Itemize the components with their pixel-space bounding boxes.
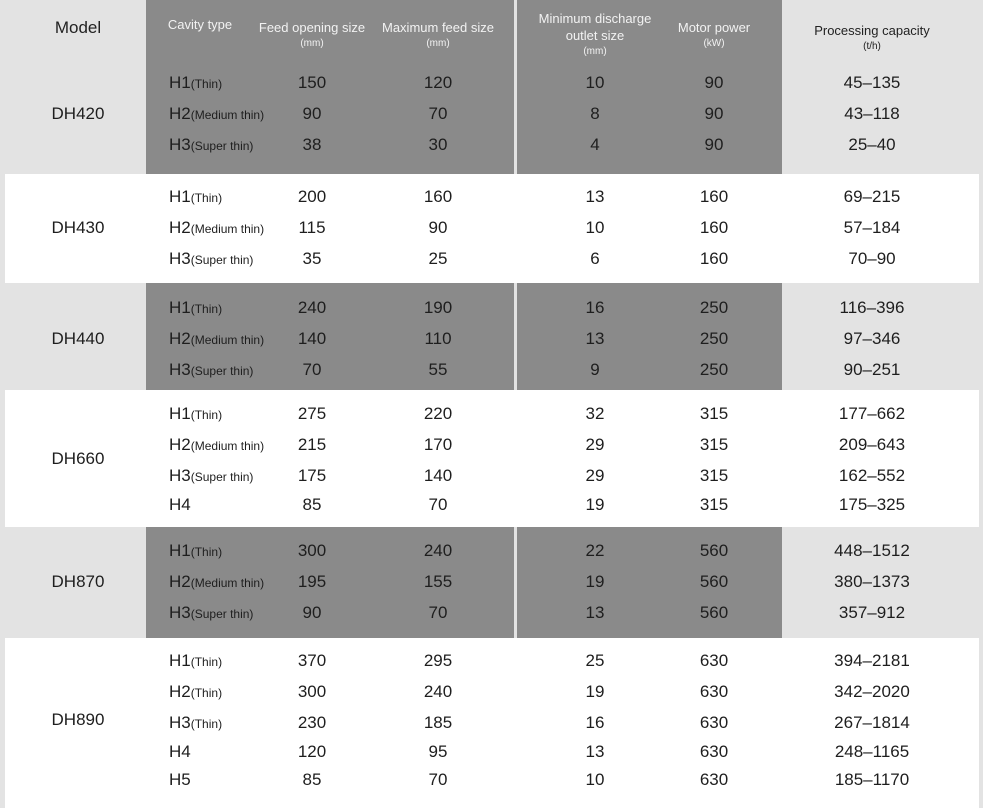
cavity-note: (Thin) [190, 686, 223, 700]
header-capacity-unit: (t/h) [863, 40, 881, 52]
feed-opening-cell: 240 [297, 298, 327, 317]
header-motor-power-label: Motor power [677, 19, 751, 35]
min-discharge-cell: 32 [585, 404, 605, 423]
cavity-type-cell [169, 212, 264, 243]
processing-capacity-cell: 394–2181 [834, 651, 910, 670]
header-min-discharge-line1: Minimum discharge [538, 11, 652, 26]
cavity-type-cell [169, 181, 222, 212]
cavity-code: H3 [169, 249, 191, 268]
header-processing-capacity [792, 0, 952, 76]
processing-capacity-cell: 209–643 [838, 435, 906, 454]
table-row [0, 354, 983, 385]
motor-power-cell: 630 [699, 770, 729, 789]
feed-opening-cell: 35 [302, 249, 322, 268]
cavity-type-cell [169, 129, 253, 160]
feed-opening-cell: 195 [297, 572, 327, 591]
max-feed-cell: 240 [423, 541, 453, 560]
cavity-code: H1 [169, 651, 191, 670]
feed-opening-cell: 275 [297, 404, 327, 423]
header-max-feed-unit: (mm) [426, 37, 450, 49]
header-motor-power-unit: (kW) [703, 37, 725, 49]
feed-opening-cell: 38 [302, 135, 322, 154]
header-motor-power [664, 0, 764, 70]
feed-opening-cell: 150 [297, 73, 327, 92]
cavity-code: H4 [169, 742, 191, 761]
max-feed-cell: 25 [428, 249, 448, 268]
motor-power-cell: 160 [699, 218, 729, 237]
min-discharge-cell: 16 [585, 713, 605, 732]
header-max-feed [378, 0, 498, 70]
feed-opening-cell: 215 [297, 435, 327, 454]
feed-opening-cell: 90 [302, 104, 322, 123]
min-discharge-cell: 13 [585, 742, 605, 761]
cavity-code: H3 [169, 466, 191, 485]
header-feed-opening-label: Feed opening size [258, 19, 366, 35]
table-row [0, 489, 983, 520]
min-discharge-cell: 6 [590, 249, 600, 268]
motor-power-cell: 90 [704, 104, 724, 123]
feed-opening-cell: 230 [297, 713, 327, 732]
feed-opening-cell: 120 [297, 742, 327, 761]
cavity-note: (Super thin) [190, 470, 254, 484]
cavity-note: (Thin) [190, 408, 223, 422]
table-row [0, 181, 983, 212]
cavity-type-cell [169, 597, 253, 628]
min-discharge-cell: 19 [585, 682, 605, 701]
min-discharge-cell: 25 [585, 651, 605, 670]
feed-opening-cell: 140 [297, 329, 327, 348]
table-row [0, 212, 983, 243]
processing-capacity-cell: 25–40 [848, 135, 896, 154]
header-cavity-type [150, 0, 250, 48]
min-discharge-cell: 13 [585, 187, 605, 206]
processing-capacity-cell: 45–135 [843, 73, 901, 92]
model-name: DH890 [51, 710, 105, 729]
cavity-code: H1 [169, 73, 191, 92]
cavity-code: H5 [169, 770, 191, 789]
min-discharge-cell: 9 [590, 360, 600, 379]
table-row [0, 98, 983, 129]
min-discharge-cell: 16 [585, 298, 605, 317]
table-row [0, 67, 983, 98]
header-min-discharge-unit: (mm) [583, 46, 607, 57]
cavity-code: H3 [169, 603, 191, 622]
cavity-note: (Thin) [190, 191, 223, 205]
max-feed-cell: 140 [423, 466, 453, 485]
table-row [0, 597, 983, 628]
table-row [0, 764, 983, 795]
motor-power-cell: 315 [699, 404, 729, 423]
cavity-note: (Medium thin) [190, 333, 265, 347]
cavity-code: H2 [169, 218, 191, 237]
table-row [0, 292, 983, 323]
table-row [0, 129, 983, 160]
cavity-note: (Thin) [190, 655, 223, 669]
motor-power-cell: 630 [699, 682, 729, 701]
cavity-type-cell [169, 566, 264, 597]
motor-power-cell: 90 [704, 73, 724, 92]
cavity-note: (Super thin) [190, 139, 254, 153]
processing-capacity-cell: 342–2020 [834, 682, 910, 701]
processing-capacity-cell: 248–1165 [834, 742, 910, 761]
cavity-note: (Medium thin) [190, 576, 265, 590]
feed-opening-cell: 85 [302, 770, 322, 789]
min-discharge-cell: 4 [590, 135, 600, 154]
table-row [0, 566, 983, 597]
processing-capacity-cell: 177–662 [838, 404, 906, 423]
table-row [0, 736, 983, 767]
cavity-note: (Medium thin) [190, 108, 265, 122]
model-name: DH660 [51, 449, 105, 468]
max-feed-cell: 70 [428, 495, 448, 514]
min-discharge-cell: 10 [585, 770, 605, 789]
processing-capacity-cell: 69–215 [843, 187, 901, 206]
cavity-type-cell [169, 323, 264, 354]
min-discharge-cell: 8 [590, 104, 600, 123]
motor-power-cell: 315 [699, 435, 729, 454]
motor-power-cell: 160 [699, 187, 729, 206]
cavity-type-cell [169, 98, 264, 129]
cavity-type-cell [169, 764, 191, 795]
processing-capacity-cell: 70–90 [848, 249, 896, 268]
processing-capacity-cell: 357–912 [838, 603, 906, 622]
cavity-type-cell [169, 676, 222, 707]
cavity-note: (Super thin) [190, 364, 254, 378]
max-feed-cell: 110 [424, 329, 452, 348]
cavity-code: H3 [169, 713, 191, 732]
processing-capacity-cell: 267–1814 [834, 713, 910, 732]
min-discharge-cell: 29 [585, 435, 605, 454]
motor-power-cell: 160 [699, 249, 729, 268]
min-discharge-cell: 19 [585, 495, 605, 514]
motor-power-cell: 250 [699, 298, 729, 317]
table-row [0, 645, 983, 676]
table-row [0, 398, 983, 429]
max-feed-cell: 185 [423, 713, 453, 732]
feed-opening-cell: 85 [302, 495, 322, 514]
cavity-code: H3 [169, 360, 191, 379]
min-discharge-cell: 19 [585, 572, 605, 591]
max-feed-cell: 190 [423, 298, 453, 317]
table-row [0, 676, 983, 707]
table-row [0, 460, 983, 491]
motor-power-cell: 560 [699, 572, 729, 591]
cavity-code: H1 [169, 298, 191, 317]
cavity-code: H3 [169, 135, 191, 154]
model-name: DH430 [51, 217, 105, 237]
cavity-code: H4 [169, 495, 191, 514]
header-max-feed-label: Maximum feed size [382, 19, 494, 35]
cavity-type-cell [169, 292, 222, 323]
max-feed-cell: 70 [428, 770, 448, 789]
motor-power-cell: 250 [699, 360, 729, 379]
motor-power-cell: 630 [699, 713, 729, 732]
max-feed-cell: 55 [428, 360, 448, 379]
processing-capacity-cell: 175–325 [838, 495, 906, 514]
table-row [0, 243, 983, 274]
processing-capacity-cell: 57–184 [843, 218, 901, 237]
min-discharge-cell: 10 [585, 73, 605, 92]
min-discharge-cell: 10 [585, 218, 605, 237]
max-feed-cell: 240 [423, 682, 453, 701]
cavity-type-cell [169, 243, 253, 274]
processing-capacity-cell: 162–552 [838, 466, 906, 485]
cavity-note: (Thin) [190, 545, 223, 559]
cavity-type-cell [169, 535, 222, 566]
motor-power-cell: 315 [699, 495, 729, 514]
header-min-discharge [525, 0, 665, 70]
table-row [0, 323, 983, 354]
cavity-code: H2 [169, 329, 191, 348]
cavity-type-cell [169, 460, 253, 491]
cavity-note: (Super thin) [190, 607, 254, 621]
processing-capacity-cell: 185–1170 [834, 770, 910, 789]
motor-power-cell: 630 [699, 651, 729, 670]
processing-capacity-cell: 90–251 [843, 360, 901, 379]
max-feed-cell: 160 [423, 187, 453, 206]
processing-capacity-cell: 380–1373 [834, 572, 910, 591]
table-row [0, 535, 983, 566]
max-feed-cell: 120 [423, 73, 453, 92]
header-feed-opening [252, 0, 372, 70]
cavity-note: (Thin) [190, 717, 223, 731]
cavity-type-cell [169, 707, 222, 738]
cavity-note: (Thin) [190, 302, 223, 316]
max-feed-cell: 70 [428, 603, 448, 622]
min-discharge-cell: 13 [585, 603, 605, 622]
motor-power-cell: 250 [699, 329, 729, 348]
cavity-code: H2 [169, 104, 191, 123]
feed-opening-cell: 70 [302, 360, 322, 379]
max-feed-cell: 70 [428, 104, 448, 123]
feed-opening-cell: 370 [297, 651, 327, 670]
max-feed-cell: 170 [423, 435, 453, 454]
cavity-type-cell [169, 429, 264, 460]
cavity-code: H2 [169, 572, 191, 591]
motor-power-cell: 90 [704, 135, 724, 154]
cavity-code: H1 [169, 404, 191, 423]
max-feed-cell: 90 [428, 218, 448, 237]
max-feed-cell: 155 [423, 572, 453, 591]
min-discharge-cell: 13 [585, 329, 605, 348]
motor-power-cell: 315 [699, 466, 729, 485]
header-min-discharge-line2: outlet size [565, 28, 625, 43]
motor-power-cell: 630 [699, 742, 729, 761]
header-cavity-type-label: Cavity type [167, 16, 233, 32]
cavity-code: H1 [169, 541, 191, 560]
min-discharge-cell: 29 [585, 466, 605, 485]
cavity-note: (Thin) [190, 77, 223, 91]
cavity-code: H1 [169, 187, 191, 206]
header-capacity-label: Processing capacity [814, 22, 930, 38]
cavity-type-cell [169, 645, 222, 676]
table-row [0, 707, 983, 738]
cavity-type-cell [169, 398, 222, 429]
model-name: DH440 [51, 328, 105, 348]
table-row [0, 429, 983, 460]
feed-opening-cell: 90 [302, 603, 322, 622]
processing-capacity-cell: 448–1512 [834, 541, 910, 560]
model-name: DH420 [51, 103, 105, 123]
max-feed-cell: 220 [423, 404, 453, 423]
cavity-note: (Medium thin) [190, 439, 265, 453]
max-feed-cell: 295 [423, 651, 453, 670]
header-model [38, 0, 118, 56]
cavity-type-cell [169, 354, 253, 385]
processing-capacity-cell: 97–346 [843, 329, 901, 348]
feed-opening-cell: 300 [297, 541, 327, 560]
motor-power-cell: 560 [699, 603, 729, 622]
cavity-code: H2 [169, 682, 191, 701]
processing-capacity-cell: 43–118 [844, 104, 900, 123]
cavity-note: (Medium thin) [190, 222, 265, 236]
cavity-code: H2 [169, 435, 191, 454]
cavity-note: (Super thin) [190, 253, 254, 267]
feed-opening-cell: 115 [298, 218, 326, 237]
header-model-label: Model [54, 18, 102, 37]
feed-opening-cell: 175 [297, 466, 327, 485]
motor-power-cell: 560 [699, 541, 729, 560]
cavity-type-cell [169, 736, 191, 767]
model-name: DH870 [51, 571, 105, 591]
feed-opening-cell: 200 [297, 187, 327, 206]
cavity-type-cell [169, 67, 222, 98]
max-feed-cell: 30 [428, 135, 448, 154]
feed-opening-cell: 300 [297, 682, 327, 701]
processing-capacity-cell: 116–396 [839, 298, 905, 317]
cavity-type-cell [169, 489, 191, 520]
header-feed-opening-unit: (mm) [300, 37, 324, 49]
min-discharge-cell: 22 [585, 541, 605, 560]
max-feed-cell: 95 [428, 742, 448, 761]
